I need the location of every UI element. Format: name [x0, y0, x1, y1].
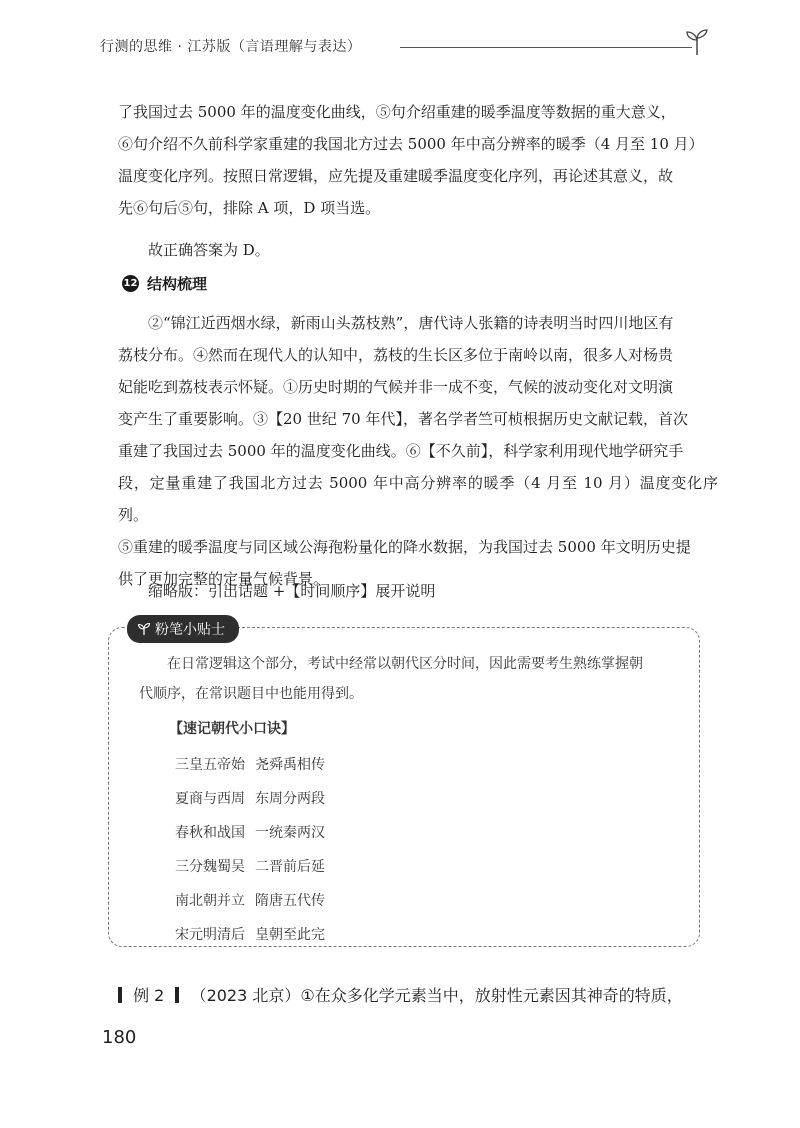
- summary-block: [118, 575, 718, 607]
- mnemonic-part: 一统秦两汉: [255, 825, 325, 841]
- mnemonic-part: 尧舜禹相传: [255, 757, 325, 773]
- text-line: 妃能吃到荔枝表示怀疑。①历史时期的气候并非一成不变，气候的波动变化对文明演: [118, 378, 674, 396]
- mnemonic-title: 【速记朝代小口诀】: [169, 721, 295, 737]
- mnemonic-part: 宋元明清后: [175, 927, 245, 943]
- section-badge-icon: 12: [122, 275, 139, 292]
- sprout-icon: [684, 28, 710, 56]
- intro-paragraph: [118, 96, 718, 224]
- text-line: 先⑥句后⑤句，排除 A 项，D 项当选。: [118, 199, 381, 217]
- example-bar-right: [175, 987, 179, 1003]
- mnemonic-part: 春秋和战国: [175, 825, 245, 841]
- example-bar-left: [118, 987, 122, 1003]
- tips-tab: [127, 615, 239, 643]
- mnemonic-line: [175, 818, 325, 852]
- tips-intro-line: 代顺序，在常识题目中也能用得到。: [139, 686, 363, 702]
- text-line: 供了更加完整的定量气候背景。: [118, 570, 329, 588]
- answer-line-block: [118, 234, 718, 266]
- page-number: 180: [102, 1027, 137, 1048]
- summary-line: 缩略版：引出话题 +【时间顺序】展开说明: [148, 582, 436, 600]
- text-line: ②“锦江近西烟水绿，新雨山头荔枝熟”，唐代诗人张籍的诗表明当时四川地区有: [148, 314, 674, 332]
- structure-paragraph: [118, 307, 718, 595]
- mnemonic-line: [175, 886, 325, 920]
- mnemonic-part: 南北朝并立: [175, 893, 245, 909]
- header-rule: [400, 47, 692, 48]
- mnemonic-line: [175, 920, 325, 954]
- mnemonic-part: 三分魏蜀吴: [175, 859, 245, 875]
- mnemonic-part: 皇朝至此完: [255, 927, 325, 943]
- tips-intro-line: 在日常逻辑这个部分，考试中经常以朝代区分时间，因此需要考生熟练掌握朝: [167, 656, 643, 672]
- header-title: 行测的思维 · 江苏版（言语理解与表达）: [100, 36, 367, 56]
- text-line: 荔枝分布。④然而在现代人的认知中，荔枝的生长区多位于南岭以南，很多人对杨贵: [118, 346, 674, 364]
- text-line: 了我国过去 5000 年的温度变化曲线，⑤句介绍重建的暖季温度等数据的重大意义，: [118, 103, 676, 121]
- mnemonic-part: 夏商与西周: [175, 791, 245, 807]
- mnemonic-part: 三皇五帝始: [175, 757, 245, 773]
- text-line: 段，定量重建了我国北方过去 5000 年中高分辨率的暖季（4 月至 10 月）温度变化序列。: [118, 474, 718, 524]
- mnemonic-part: 东周分两段: [255, 791, 325, 807]
- mnemonic-line: [175, 784, 325, 818]
- tips-tab-label: 粉笔小贴士: [155, 622, 225, 638]
- mnemonic-list: [175, 750, 325, 954]
- sprout-icon: [137, 622, 151, 636]
- text-line: ⑤重建的暖季温度与同区域公海孢粉量化的降水数据，为我国过去 5000 年文明历史提: [118, 538, 691, 556]
- example-text: （2023 北京）①在众多化学元素当中，放射性元素因其神奇的特质，: [190, 986, 683, 1005]
- mnemonic-line: [175, 750, 325, 784]
- example-label: 例 2: [133, 986, 165, 1005]
- mnemonic-line: [175, 852, 325, 886]
- answer-line: 故正确答案为 D。: [148, 241, 270, 259]
- section-title: 结构梳理: [147, 275, 208, 293]
- text-line: 温度变化序列。按照日常逻辑，应先提及重建暖季温度变化序列，再论述其意义，故: [118, 167, 674, 185]
- text-line: 重建了我国过去 5000 年的温度变化曲线。⑥【不久前】，科学家利用现代地学研究手: [118, 442, 684, 460]
- example-line: [118, 983, 683, 1006]
- text-line: 变产生了重要影响。③【20 世纪 70 年代】，著名学者竺可桢根据历史文献记载，首次: [118, 410, 688, 428]
- tips-box: [108, 622, 700, 947]
- mnemonic-part: 二晋前后延: [255, 859, 325, 875]
- section-heading: [122, 273, 207, 294]
- text-line: ⑥句介绍不久前科学家重建的我国北方过去 5000 年中高分辨率的暖季（4 月至 10 月）: [118, 135, 704, 153]
- running-header: [100, 28, 710, 58]
- mnemonic-part: 隋唐五代传: [255, 893, 325, 909]
